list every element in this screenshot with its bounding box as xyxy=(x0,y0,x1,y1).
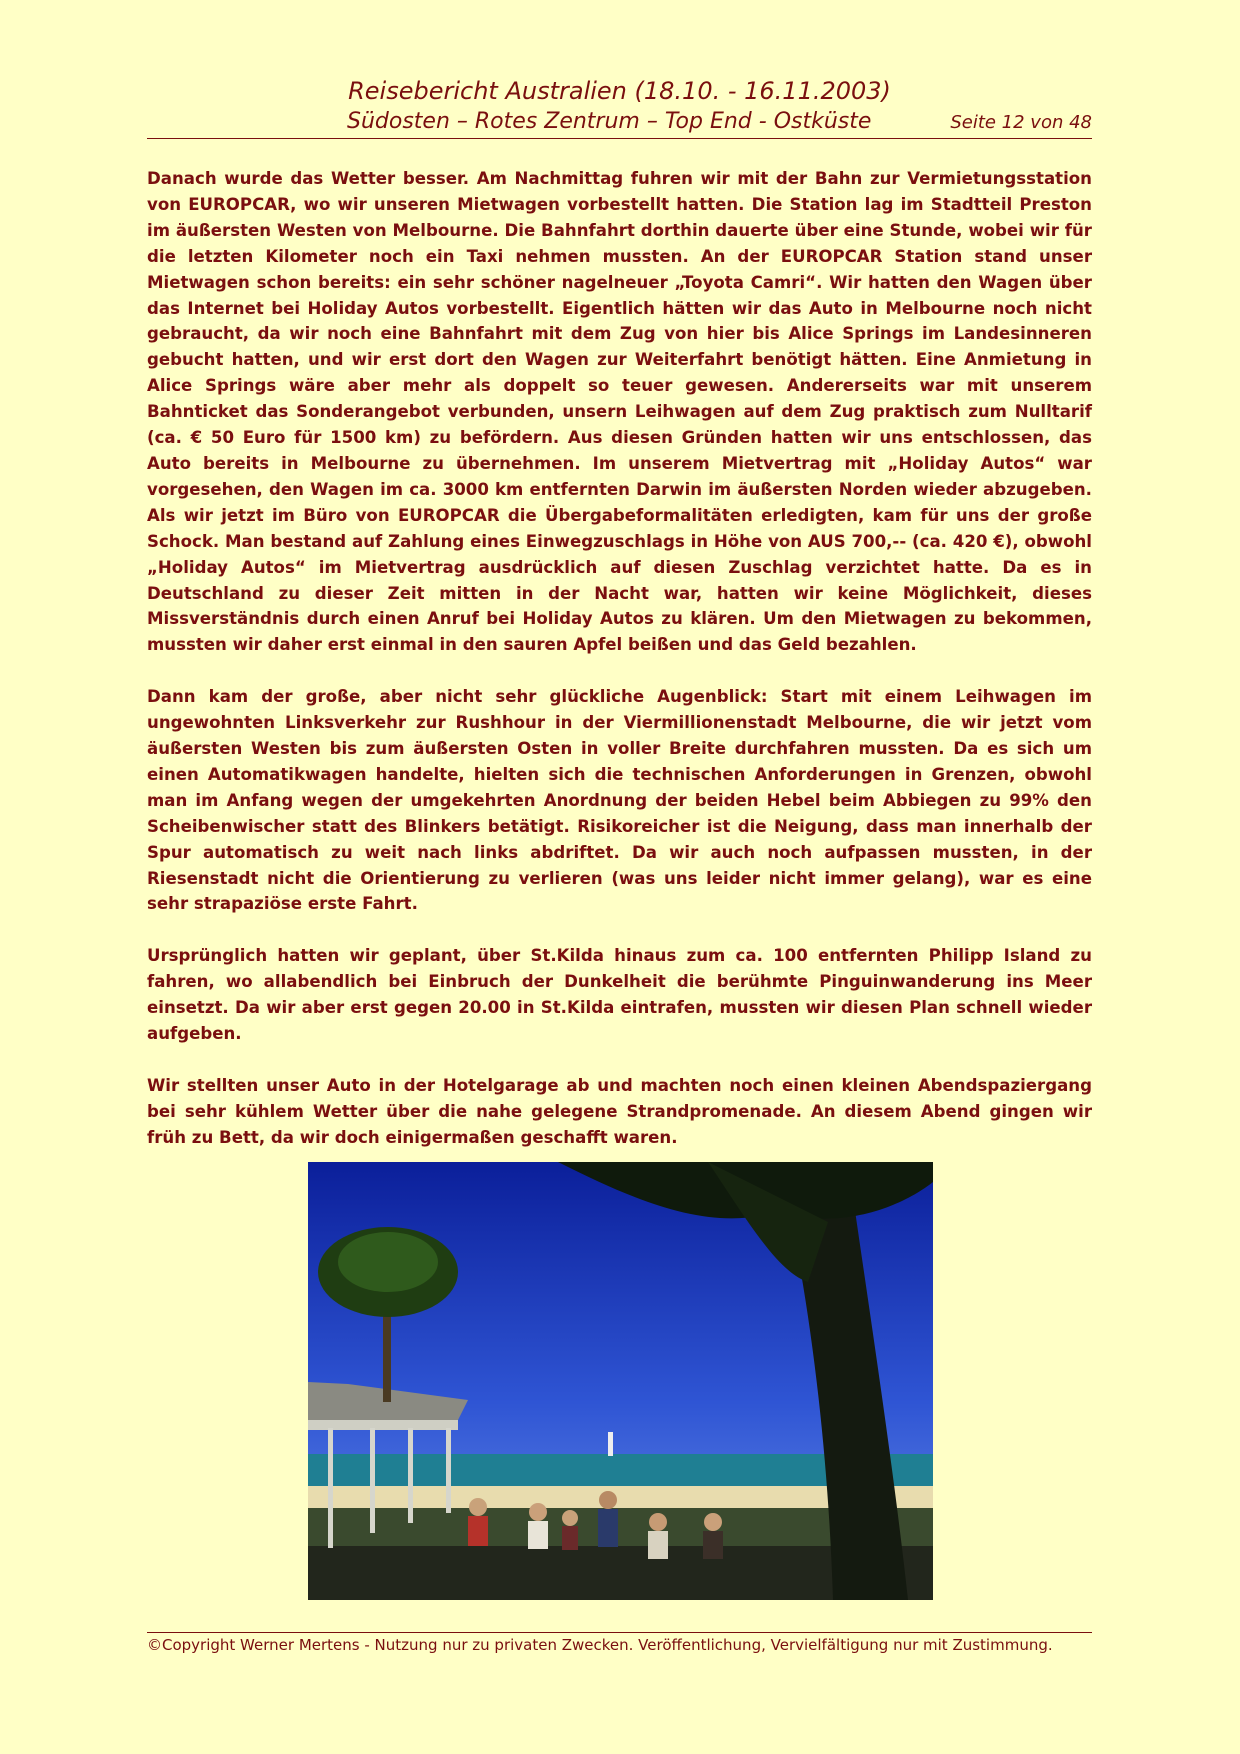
paragraph-phillip-island-plan: Ursprünglich hatten wir geplant, über St.Kilda hinaus zum ca. 100 entfernten Philipp Island zu fahren, wo allabendlich bei Einbruch der Dunkelheit die berühmte Pinguinwanderung ins Meer einsetzt. Da wir aber erst gegen 20.00 in St.Kilda eintrafen, mussten wir diesen Plan schnell wieder aufgeben. xyxy=(147,946,1092,1044)
page-header xyxy=(147,74,1092,138)
copyright-notice: ©Copyright Werner Mertens - Nutzung nur zu privaten Zwecken. Veröffentlichung, Vervielfältigung nur mit Zustimmung. xyxy=(147,1636,1053,1654)
paragraph-first-drive: Dann kam der große, aber nicht sehr glückliche Augenblick: Start mit einem Leihwagen im ungewohnten Linksverkehr zur Rushhour in der Viermillionenstadt Melbourne, die wir jetzt vom äußersten Westen bis zum äußersten Osten in voller Breite durchfahren mussten. Da es sich um einen Automatikwagen handelte, hielten sich die technischen Anforderungen in Grenzen, obwohl man im Anfang wegen der umgekehrten Anordnung der beiden Hebel beim Abbiegen zu 99% den Scheibenwischer statt des Blinkers betätigt. Risikoreicher ist die Neigung, dass man innerhalb der Spur automatisch zu weit nach links abdriftet. Da wir auch noch aufpassen mussten, in der Riesenstadt nicht die Orientierung zu verlieren (was uns leider nicht immer gelang), war es eine sehr strapaziöse erste Fahrt. xyxy=(147,687,1092,914)
header-divider xyxy=(147,138,1092,139)
beach-promenade-illustration xyxy=(308,1162,933,1600)
page-number: Seite 12 von 48 xyxy=(950,112,1092,133)
report-subtitle: Südosten – Rotes Zentrum – Top End - Ostküste xyxy=(347,109,872,134)
report-title: Reisebericht Australien (18.10. - 16.11.2003) xyxy=(348,77,891,105)
paragraph-evening-walk: Wir stellten unser Auto in der Hotelgarage ab und machten noch einen kleinen Abendspaziergang bei sehr kühlem Wetter über die nahe gelegene Strandpromenade. An diesem Abend gingen wir früh zu Bett, da wir doch einigermaßen geschafft waren. xyxy=(147,1076,1092,1147)
lighthouse xyxy=(608,1432,613,1456)
beach-promenade-photo xyxy=(308,1162,933,1600)
paragraph-car-rental: Danach wurde das Wetter besser. Am Nachmittag fuhren wir mit der Bahn zur Vermietungsstation von EUROPCAR, wo wir unseren Mietwagen vorbestellt hatten. Die Station lag im Stadtteil Preston im äußersten Westen von Melbourne. Die Bahnfahrt dorthin dauerte über eine Stunde, wobei wir für die letzten Kilometer noch ein Taxi nehmen mussten. An der EUROPCAR Station stand unser Mietwagen schon bereits: ein sehr schöner nagelneuer „Toyota Camri“. Wir hatten den Wagen über das Internet bei Holiday Autos vorbestellt. Eigentlich hätten wir das Auto in Melbourne noch nicht gebraucht, da wir noch eine Bahnfahrt mit dem Zug von hier bis Alice Springs im Landesinneren gebucht hatten, und wir erst dort den Wagen zur Weiterfahrt benötigt hätten. Eine Anmietung in Alice Springs wäre aber mehr als doppelt so teuer gewesen. Andererseits war mit unserem Bahnticket das Sonderangebot verbunden, unsern Leihwagen auf dem Zug praktisch zum Nulltarif (ca. € 50 Euro für 1500 km) zu befördern. Aus diesen Gründen hatten wir uns entschlossen, das Auto bereits in Melbourne zu übernehmen. Im unserem Mietvertrag mit „Holiday Autos“ war vorgesehen, den Wagen im ca. 3000 km entfernten Darwin im äußersten Norden wieder abzugeben. Als wir jetzt im Büro von EUROPCAR die Übergabeformalitäten erledigten, kam für uns der große Schock. Man bestand auf Zahlung eines Einwegzuschlags in Höhe von AUS 700,-- (ca. 420 €), obwohl „Holiday Autos“ im Mietvertrag ausdrücklich auf diesen Zuschlag verzichtet hatte. Da es in Deutschland zu dieser Zeit mitten in der Nacht war, hatten wir keine Möglichkeit, dieses Missverständnis durch einen Anruf bei Holiday Autos zu klären. Um den Mietwagen zu bekommen, mussten wir daher erst einmal in den sauren Apfel beißen und das Geld bezahlen. xyxy=(147,169,1092,655)
report-body xyxy=(147,166,1092,1177)
